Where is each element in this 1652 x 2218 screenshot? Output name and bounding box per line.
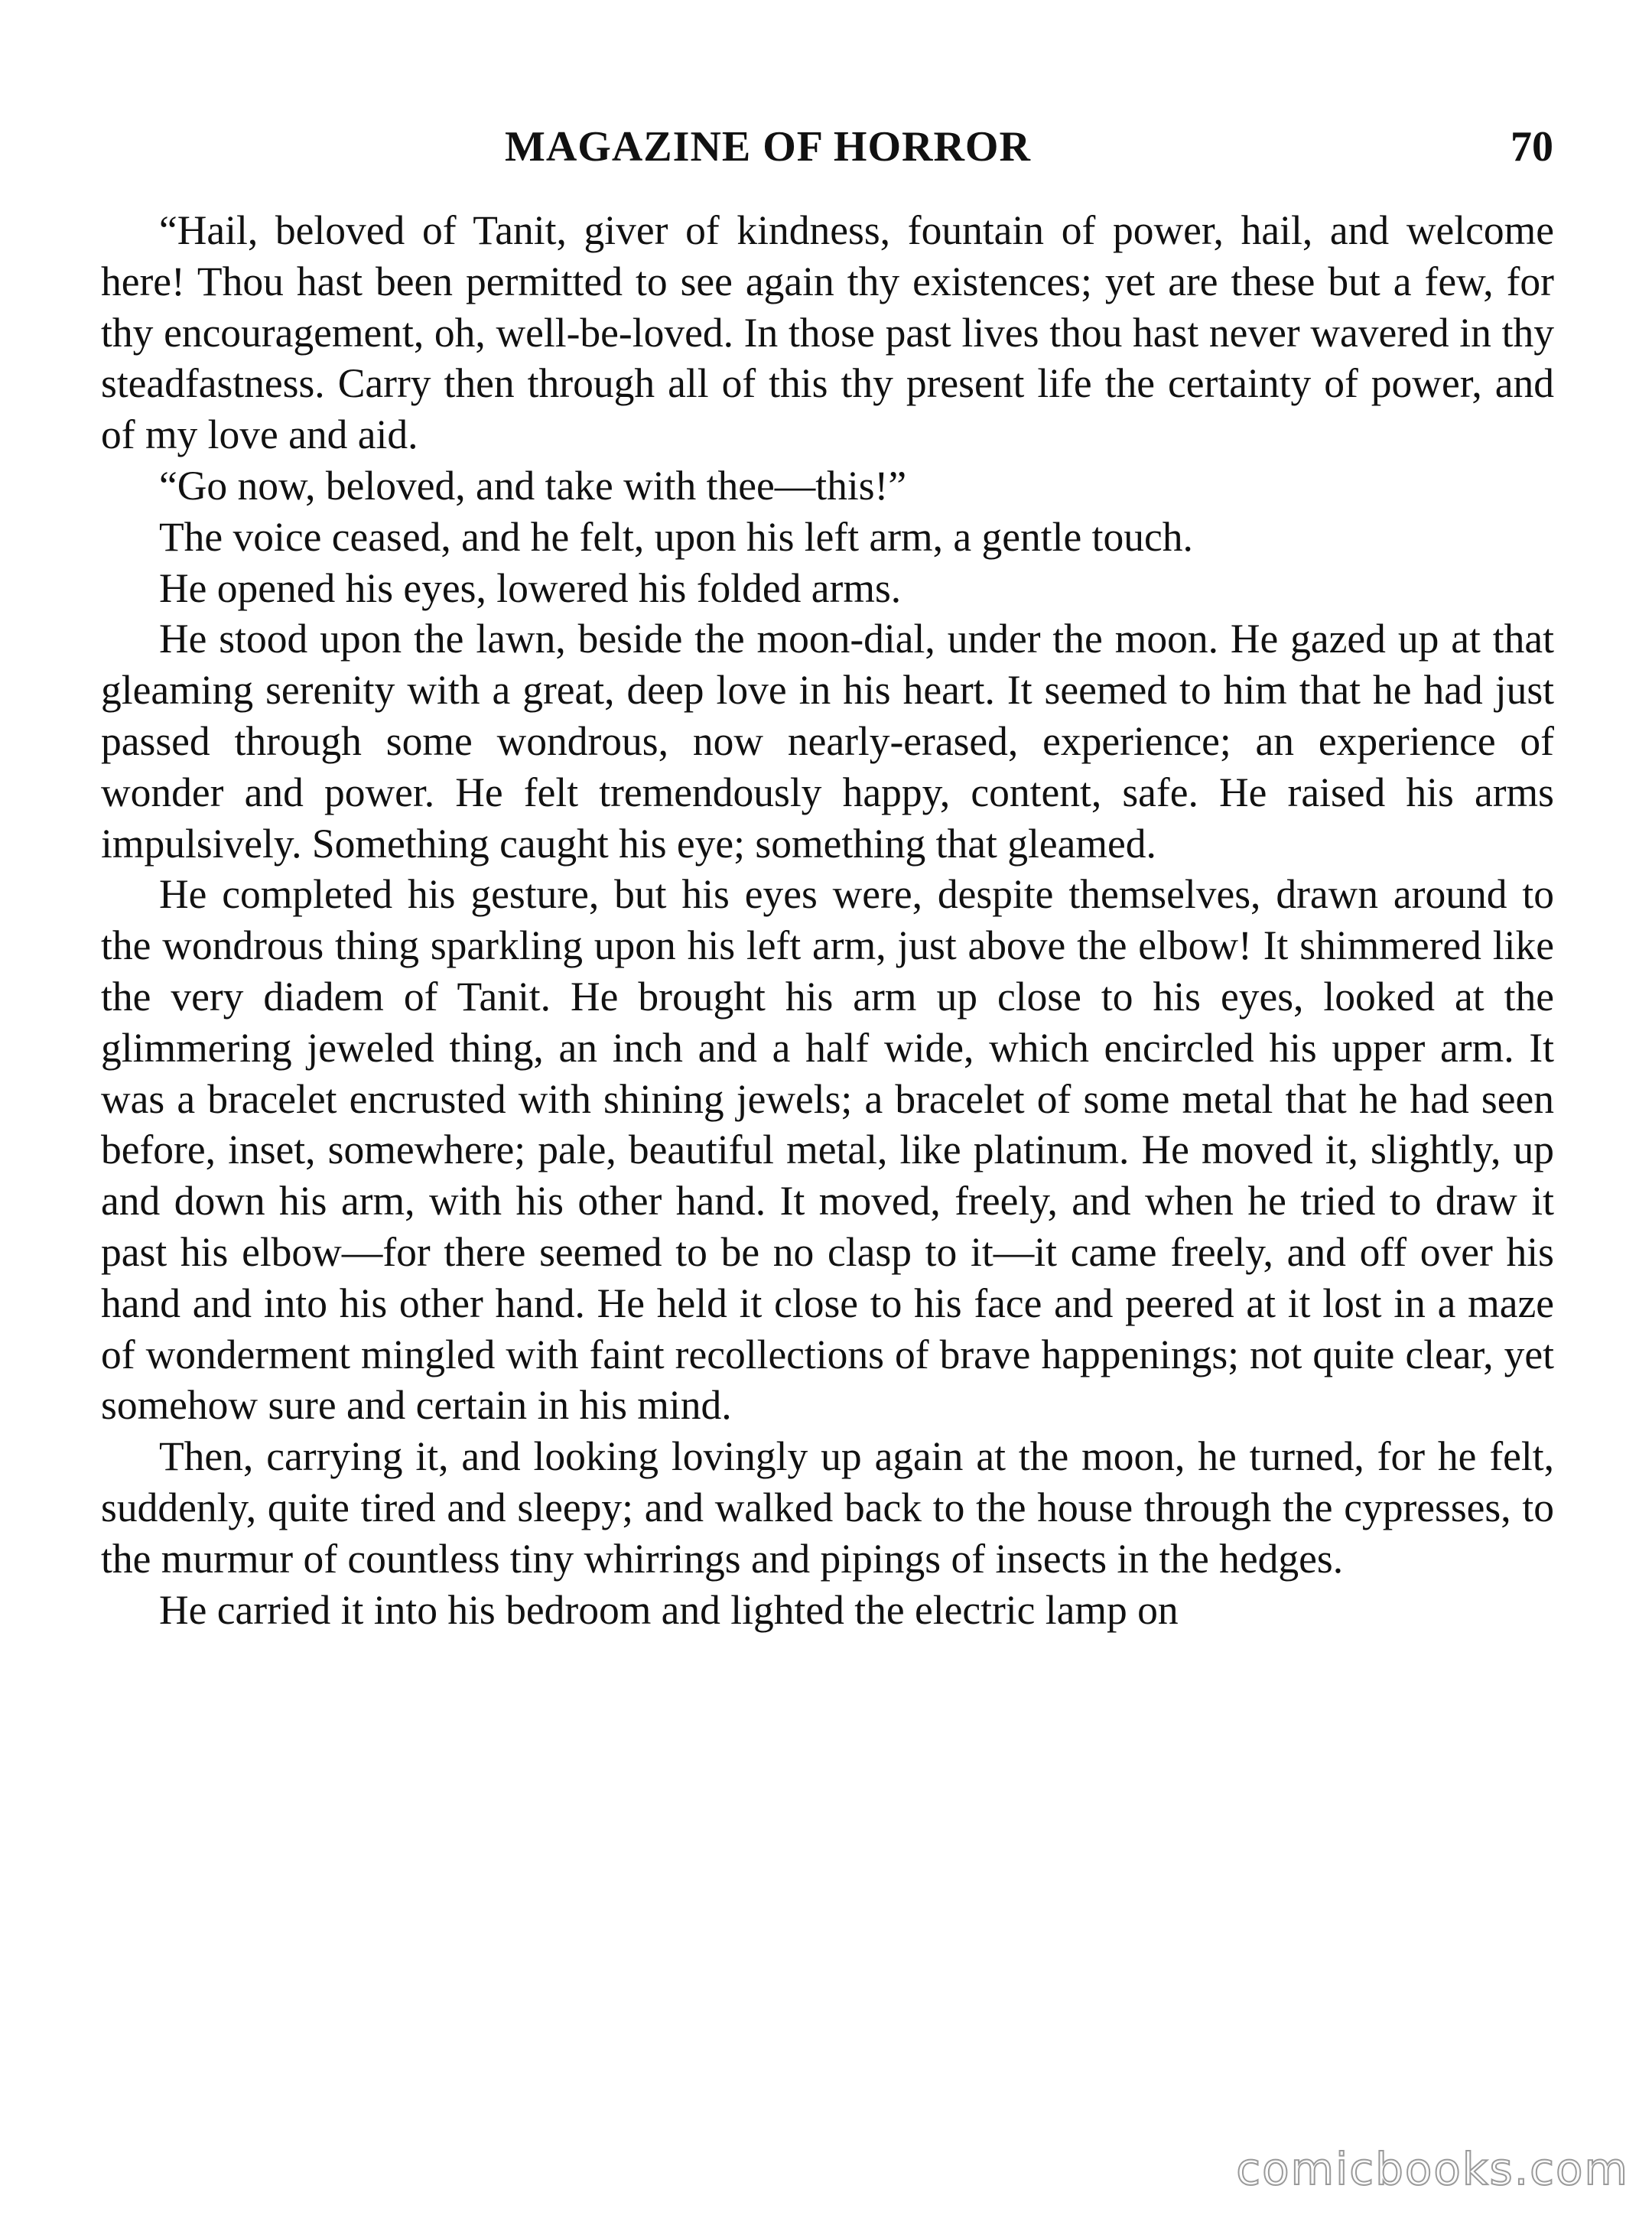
paragraph: He opened his eyes, lowered his folded arms. (159, 564, 902, 611)
running-title: MAGAZINE OF HORROR (505, 123, 1031, 171)
paragraph: “Hail, beloved of Tanit, giver of kindness, fountain of power, hail, and welcome here! Thou hast been permitted to see again thy existences; yet are these but a few, for thy encouragement, oh, well-be-loved. In those past lives thou hast never wavered in thy steadfastness. Carry then through all of this thy present life the certainty of power, and of my love and aid. (101, 207, 1554, 458)
paragraph: “Go now, beloved, and take with thee—this!” (159, 462, 907, 509)
paragraph: He stood upon the lawn, beside the moon-dial, under the moon. He gazed up at that gleaming serenity with a great, deep love in his heart. It seemed to him that he had just passed through some wondrous, now nearly-erased, experience; an experience of wonder and power. He felt tremendously happy, content, safe. He raised his arms impulsively. Something caught his eye; something that gleamed. (101, 616, 1554, 867)
body-text (101, 205, 1554, 1635)
paragraph: He completed his gesture, but his eyes were, despite themselves, drawn around to the wondrous thing sparkling upon his left arm, just above the elbow! It shimmered like the very diadem of Tanit. He brought his arm up close to his eyes, looked at the glimmering jeweled thing, an inch and a half wide, which encircled his upper arm. It was a bracelet encrusted with shining jewels; a bracelet of some metal that he had seen before, inset, somewhere; pale, beautiful metal, like platinum. He moved it, slightly, up and down his arm, with his other hand. It moved, freely, and when he tried to draw it past his elbow—for there seemed to be no clasp to it—it came freely, and off over his hand and into his other hand. He held it close to his face and peered at it lost in a maze of wonderment mingled with faint recollections of brave happenings; not quite clear, yet somehow sure and certain in his mind. (101, 871, 1554, 1429)
paragraph: He carried it into his bedroom and lighted the electric lamp on (159, 1586, 1179, 1633)
page-number: 70 (1511, 123, 1553, 171)
paragraph: Then, carrying it, and looking lovingly up again at the moon, he turned, for he felt, suddenly, quite tired and sleepy; and walked back to the house through the cypresses, to the murmur of countless tiny whirrings and pipings of insects in the hedges. (101, 1433, 1554, 1582)
watermark-logo: comicbooks.com (1236, 2143, 1629, 2195)
paragraph: The voice ceased, and he felt, upon his left arm, a gentle touch. (159, 513, 1193, 560)
